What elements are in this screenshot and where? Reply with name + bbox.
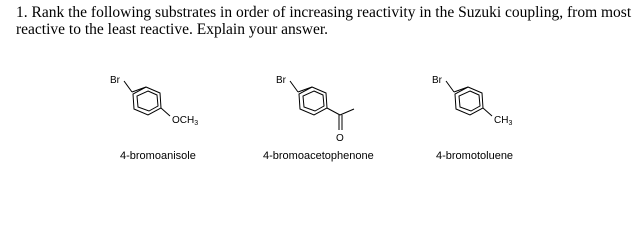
compound-name-4-bromoacetophenone: 4-bromoacetophenone <box>263 150 374 162</box>
benzene-inner-ring <box>137 91 158 111</box>
compound-name-4-bromotoluene: 4-bromotoluene <box>436 150 514 162</box>
carbonyl-oxygen-label: O <box>336 133 344 144</box>
compound-name-4-bromoanisole: 4-bromoanisole <box>120 150 196 162</box>
bromine-label: Br <box>276 75 286 86</box>
question-text: 1. Rank the following substrates in order of increasing reactivity in the Suzuki coupling, from most reactive to the least reactive. Explain your answer. <box>16 4 632 38</box>
structure-4-bromotoluene <box>432 74 542 134</box>
bromine-label: Br <box>110 75 120 86</box>
methoxy-label: $OCH_3$ <box>172 115 199 127</box>
bromine-label: Br <box>432 75 442 86</box>
structure-4-bromoacetophenone <box>276 74 386 144</box>
benzene-inner-ring <box>459 91 480 111</box>
structure-4-bromoanisole <box>110 74 220 134</box>
benzene-inner-ring <box>303 91 324 111</box>
methyl-label: $CH_3$ <box>494 115 513 127</box>
